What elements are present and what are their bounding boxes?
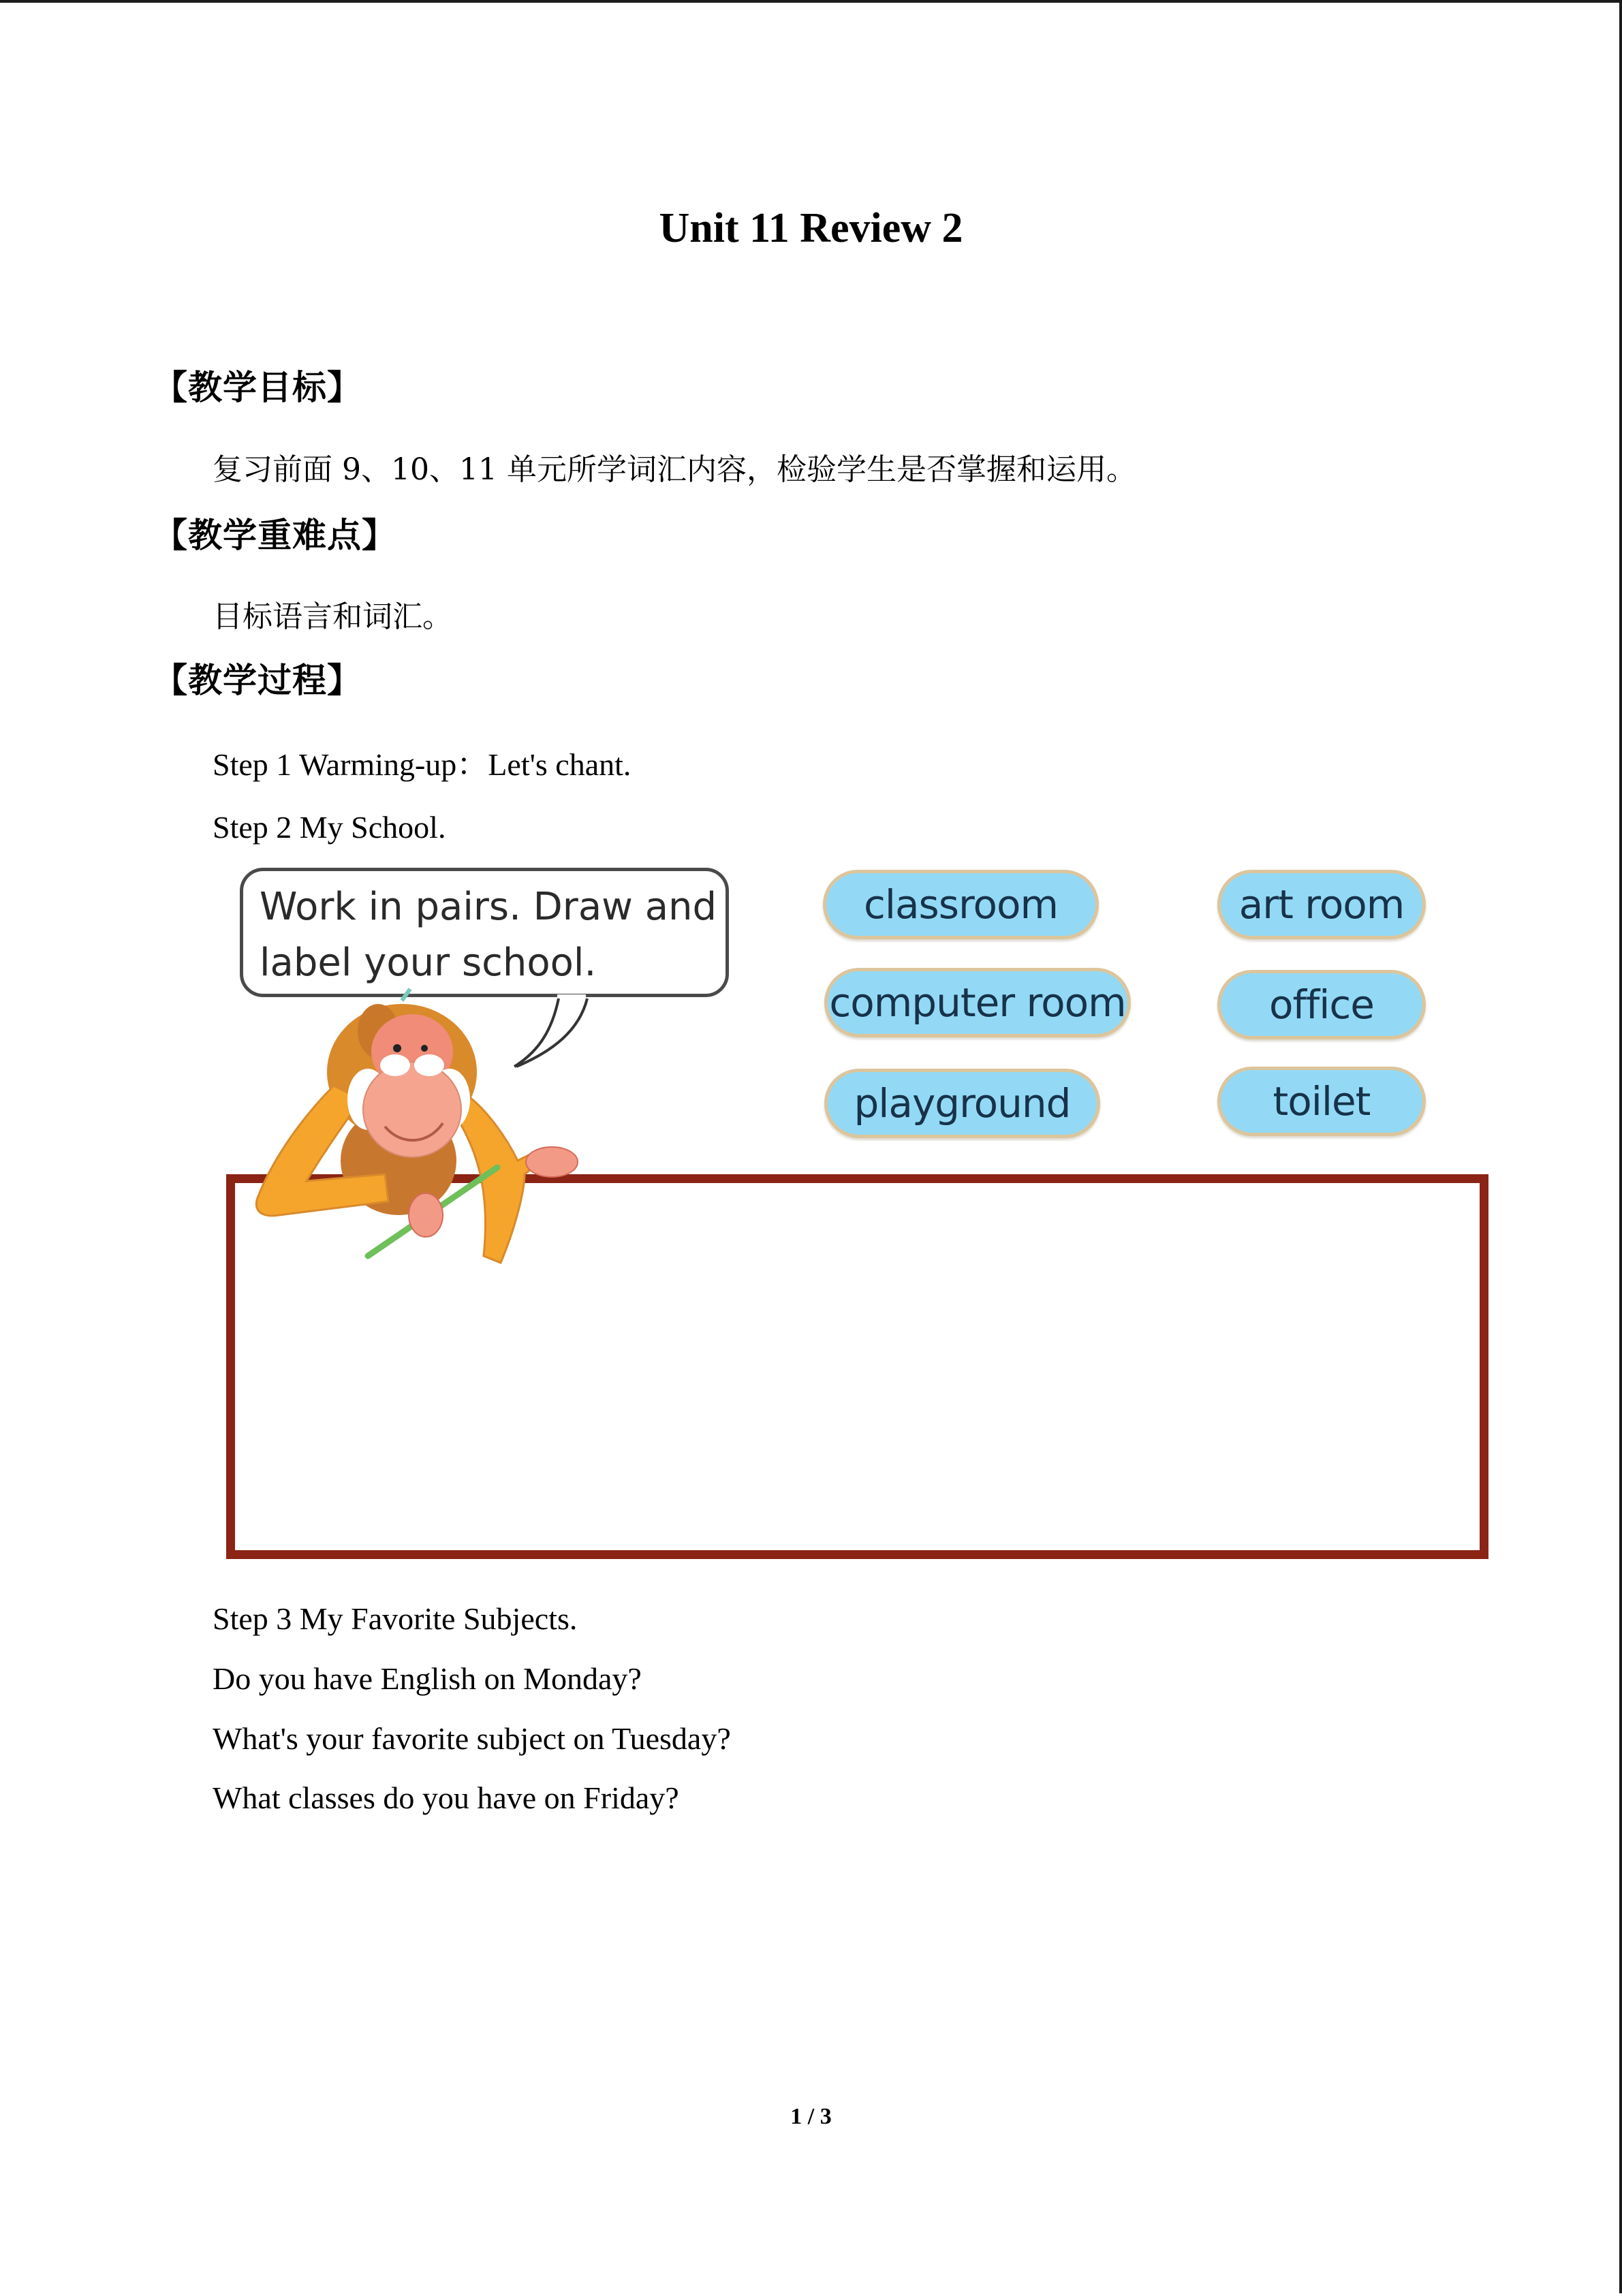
step-2: Step 2 My School. (213, 810, 446, 845)
key-points-text: 目标语言和词汇。 (213, 599, 452, 634)
question-3: What classes do you have on Friday? (213, 1780, 679, 1815)
page-title: Unit 11 Review 2 (659, 205, 963, 251)
word-label-art-room: art room (1217, 870, 1426, 939)
step-3: Step 3 My Favorite Subjects. (213, 1601, 578, 1636)
step-1: Step 1 Warming-up：Let's chant. (213, 747, 631, 782)
objectives-text: 复习前面 9、10、11 单元所学词汇内容，检验学生是否掌握和运用。 (213, 452, 1136, 487)
heading-teaching-objectives: 【教学目标】 (153, 368, 362, 407)
monkey-icon (232, 984, 668, 1290)
school-illustration (0, 3, 1622, 2296)
word-label-computer-room: computer room (824, 968, 1131, 1037)
heading-key-points: 【教学重难点】 (153, 516, 396, 555)
question-2: What's your favorite subject on Tuesday? (213, 1721, 731, 1756)
heading-teaching-process: 【教学过程】 (153, 661, 362, 700)
word-label-office: office (1217, 970, 1426, 1039)
question-1: Do you have English on Monday? (213, 1661, 642, 1696)
page-number: 1 / 3 (790, 2104, 832, 2129)
word-label-toilet: toilet (1217, 1067, 1426, 1136)
word-label-classroom: classroom (823, 870, 1099, 939)
speech-bubble (240, 868, 729, 997)
speech-bubble-text: Work in pairs. Draw and label your school. (260, 885, 717, 985)
word-label-playground: playground (824, 1069, 1100, 1138)
